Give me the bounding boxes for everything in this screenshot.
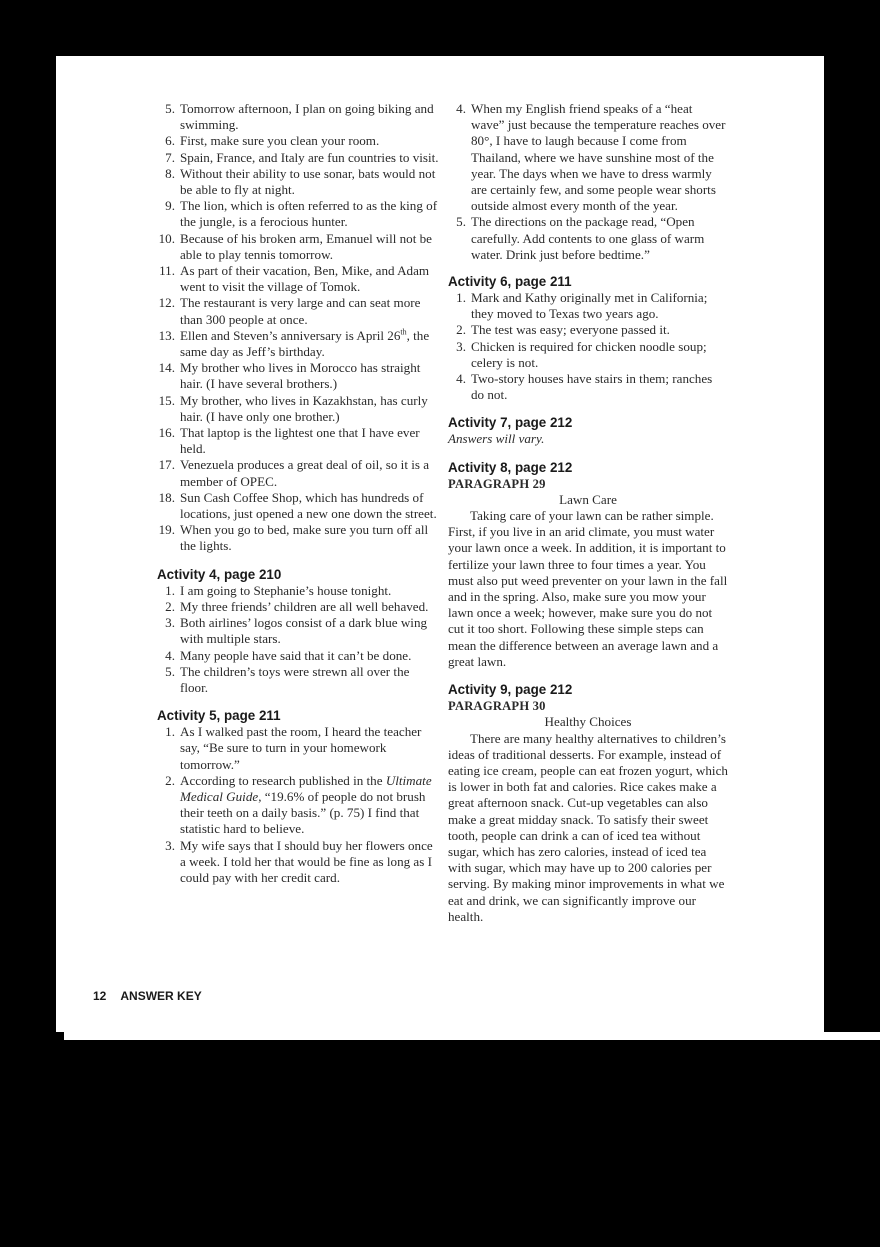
activity-8-heading: Activity 8, page 212 (448, 459, 573, 475)
list-item: 12. The restaurant is very large and can seat more than 300 people at once. (158, 295, 421, 327)
activity-6-list (448, 290, 728, 403)
continued-answer-list (448, 101, 728, 263)
list-item: 4. When my English friend speaks of a “heat wave” just because the temperature reaches over 80°, I have to laugh because I come from Thailand, where we have sunshine most of the year. The days when we have to dress warmly are certainly few, and some people wear shorts outside almost every month of the year. (456, 101, 726, 214)
list-item: 8. Without their ability to use sonar, bats would not be able to fly at night. (165, 165, 436, 198)
paragraph-label: PARAGRAPH 29 (448, 476, 546, 491)
activity-6-heading: Activity 6, page 211 (448, 274, 572, 290)
list-item: 1. I am going to Stephanie’s house tonight. (165, 582, 392, 598)
paragraph-label: PARAGRAPH 30 (448, 699, 546, 714)
paragraph-body: Taking care of your lawn can be rather simple. First, if you live in an arid climate, you must water your lawn once a week. In addition, it is important to fertilize your lawn three to four times a year. You must also put weed preventer on your lawn in the fall and in the spring. Also, make sure you mow your lawn once a week; however, make sure you do not cut it too short. Following these simple steps can mean the difference between an average lawn and a great lawn. (448, 508, 728, 669)
list-item: 17. Venezuela produces a great deal of oil, so it is a member of OPEC. (158, 457, 430, 489)
list-item: 18. Sun Cash Coffee Shop, which has hundreds of locations, just opened a new one down the street. (158, 489, 437, 522)
list-item: 4. Two-story houses have stairs in them; ranches do not. (456, 371, 713, 403)
left-column (157, 101, 439, 886)
list-item: 1. As I walked past the room, I heard the teacher say, “Be sure to turn in your homework tomorrow.” (165, 724, 422, 772)
list-item: 3. My wife says that I should buy her flowers once a week. I told her that would be fine as long as I could pay with her credit card. (165, 837, 433, 885)
page-edge-strip (64, 1032, 880, 1040)
activity-7-note: Answers will vary. (448, 431, 545, 447)
activity-5-list (157, 724, 439, 886)
list-item: 13. Ellen and Steven’s anniversary is April 26th, the same day as Jeff’s birthday. (158, 327, 430, 360)
page-footer (93, 989, 202, 1003)
paragraph-title: Lawn Care (559, 491, 617, 507)
list-item: 6. First, make sure you clean your room. (165, 133, 380, 149)
continued-answer-list (157, 101, 439, 555)
page-number: 12 (93, 989, 107, 1003)
list-item: 5. The directions on the package read, “Open carefully. Add contents to one glass of warm water. Drink just before bedtime.” (456, 214, 705, 262)
activity-5-heading: Activity 5, page 211 (157, 708, 281, 724)
list-item: 19. When you go to bed, make sure you turn off all the lights. (158, 522, 429, 554)
list-item: 16. That laptop is the lightest one that I have ever held. (158, 425, 420, 457)
list-item: 15. My brother, who lives in Kazakhstan, has curly hair. (I have only one brother.) (158, 392, 428, 424)
list-item: 14. My brother who lives in Morocco has straight hair. (I have several brothers.) (158, 360, 421, 392)
list-item: 3. Chicken is required for chicken noodle soup; celery is not. (456, 338, 707, 370)
document-page (56, 56, 824, 1032)
paragraph-title: Healthy Choices (544, 714, 632, 730)
list-item: 2. The test was easy; everyone passed it. (456, 322, 670, 338)
activity-7-heading: Activity 7, page 212 (448, 415, 573, 431)
list-item: 10. Because of his broken arm, Emanuel will not be able to play tennis tomorrow. (158, 230, 432, 262)
list-item: 2. According to research published in the Ultimate Medical Guide, “19.6% of people do not brush their teeth on a daily basis.” (p. 75) I find that statistic hard to believe. (165, 772, 432, 837)
list-item: 2. My three friends’ children are all well behaved. (165, 598, 429, 614)
list-item: 7. Spain, France, and Italy are fun countries to visit. (165, 149, 439, 165)
paragraph-body: There are many healthy alternatives to children’s ideas of traditional desserts. For example, instead of eating ice cream, people can eat frozen yogurt, which is lower in both fat and calories. Rice cakes make a great afternoon snack. Cut-up vegetables can also make a great midday snack. To satisfy their sweet tooth, people can drink a can of iced tea without sugar, which has zero calories, instead of iced tea with sugar, which may have up to 200 calories per serving. By making minor improvements in what we eat and drink, we can significantly improve our health. (448, 730, 728, 924)
list-item: 11. As part of their vacation, Ben, Mike, and Adam went to visit the village of Tomok. (159, 263, 430, 295)
activity-9-heading: Activity 9, page 212 (448, 682, 573, 698)
footer-section-title: ANSWER KEY (120, 989, 202, 1003)
list-item: 3. Both airlines’ logos consist of a dark blue wing with multiple stars. (165, 615, 428, 647)
list-item: 4. Many people have said that it can’t be done. (165, 647, 412, 663)
list-item: 5. The children’s toys were strewn all over the floor. (165, 663, 410, 695)
list-item: 5. Tomorrow afternoon, I plan on going biking and swimming. (165, 101, 434, 133)
list-item: 1. Mark and Kathy originally met in California; they moved to Texas two years ago. (456, 290, 708, 322)
list-item: 9. The lion, which is often referred to as the king of the jungle, is a ferocious hunter. (165, 198, 438, 230)
activity-4-heading: Activity 4, page 210 (157, 566, 282, 582)
activity-4-list (157, 583, 439, 696)
right-column (448, 101, 728, 925)
